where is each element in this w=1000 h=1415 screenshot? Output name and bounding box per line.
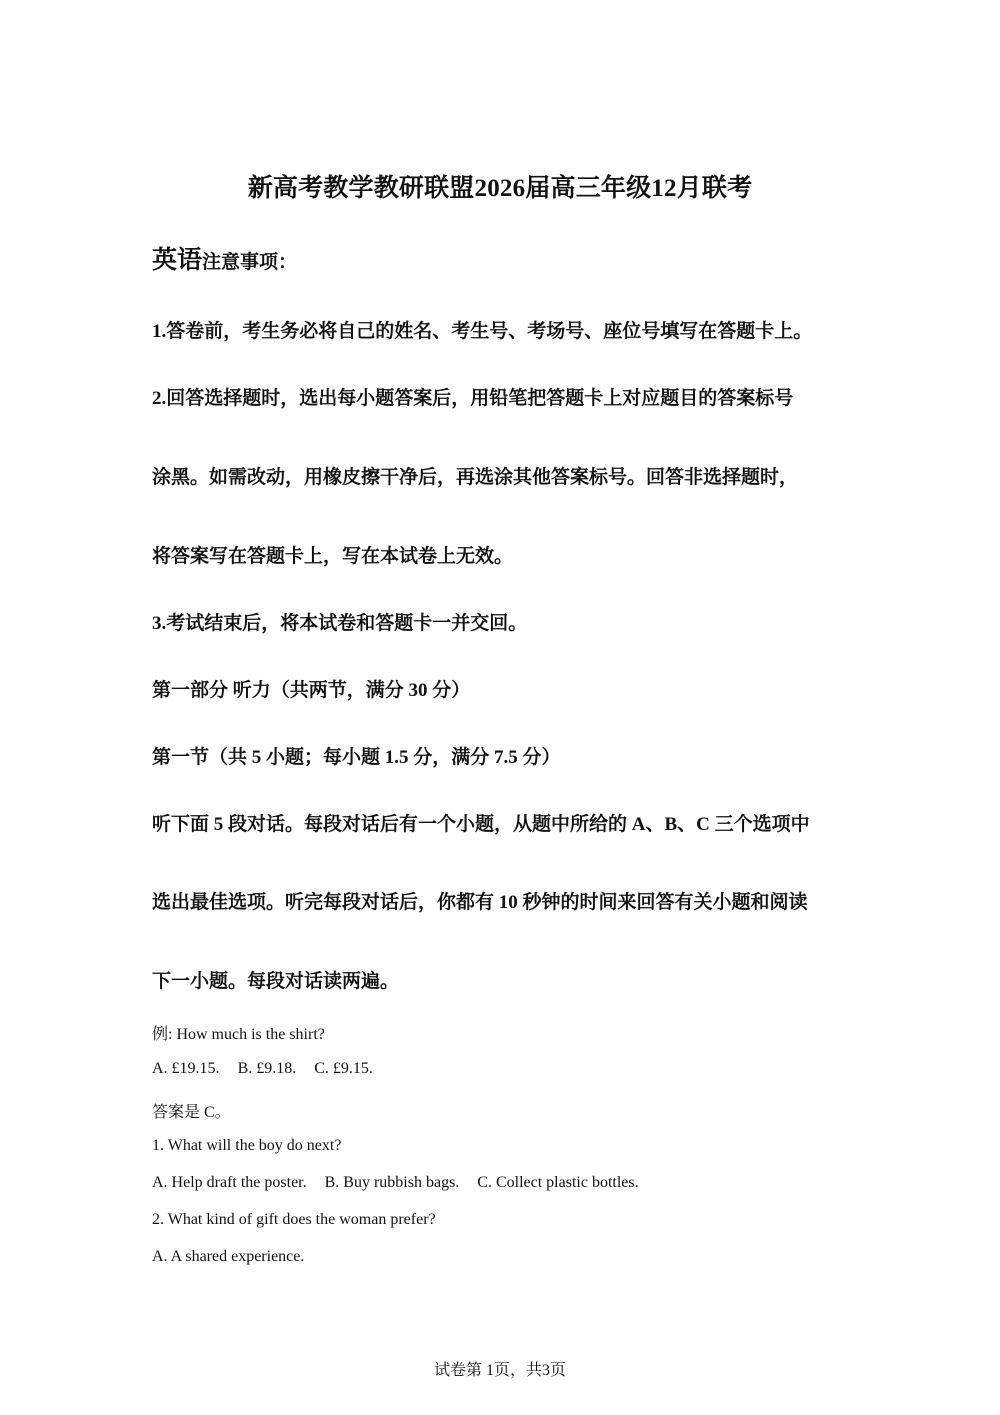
question-1-option-b: B. Buy rubbish bags. xyxy=(324,1174,460,1191)
example-option-a: A. £19.15. xyxy=(152,1060,220,1077)
notice-item-1: 1.答卷前，考生务必将自己的姓名、考生号、考场号、座位号填写在答题卡上。 xyxy=(152,321,813,342)
notice-item-2-line-3: 将答案写在答题卡上，写在本试卷上无效。 xyxy=(152,546,514,567)
section-title: 第一节（共 5 小题；每小题 1.5 分，满分 7.5 分） xyxy=(152,747,561,768)
question-1-option-a: A. Help draft the poster. xyxy=(152,1174,307,1191)
notice-item-3: 3.考试结束后，将本试卷和答题卡一并交回。 xyxy=(152,613,528,634)
instruction-line-2: 选出最佳选项。听完每段对话后，你都有 10 秒钟的时间来回答有关小题和阅读 xyxy=(152,892,808,913)
example-option-c: C. £9.15. xyxy=(314,1060,373,1077)
exam-title: 新高考教学教研联盟2026届高三年级12月联考 xyxy=(247,175,753,202)
notice-heading: 注意事项： xyxy=(202,252,298,273)
instruction-line-3: 下一小题。每段对话读两遍。 xyxy=(152,971,400,992)
question-2: 2. What kind of gift does the woman prefer? xyxy=(152,1211,436,1228)
part-title: 第一部分 听力（共两节，满分 30 分） xyxy=(152,680,471,701)
subject-line xyxy=(152,240,297,276)
notice-item-2-line-2: 涂黑。如需改动，用橡皮擦干净后，再选涂其他答案标号。回答非选择题时， xyxy=(152,467,799,488)
instruction-line-1: 听下面 5 段对话。每段对话后有一个小题，从题中所给的 A、B、C 三个选项中 xyxy=(152,814,810,835)
subject-label: 英语 xyxy=(152,247,203,274)
example-question: 例: How much is the shirt? xyxy=(152,1026,325,1043)
example-answer: 答案是 C。 xyxy=(152,1104,231,1121)
notice-item-2-line-1: 2.回答选择题时，选出每小题答案后，用铅笔把答题卡上对应题目的答案标号 xyxy=(152,388,794,409)
question-1-options xyxy=(152,1174,639,1192)
question-1-option-c: C. Collect plastic bottles. xyxy=(477,1174,639,1191)
question-2-options xyxy=(152,1248,304,1266)
page-footer: 试卷第 1页，共3页 xyxy=(433,1362,566,1379)
question-2-option-a: A. A shared experience. xyxy=(152,1248,305,1265)
example-options xyxy=(152,1060,373,1078)
question-1: 1. What will the boy do next? xyxy=(152,1137,342,1154)
example-option-b: B. £9.18. xyxy=(237,1060,297,1077)
